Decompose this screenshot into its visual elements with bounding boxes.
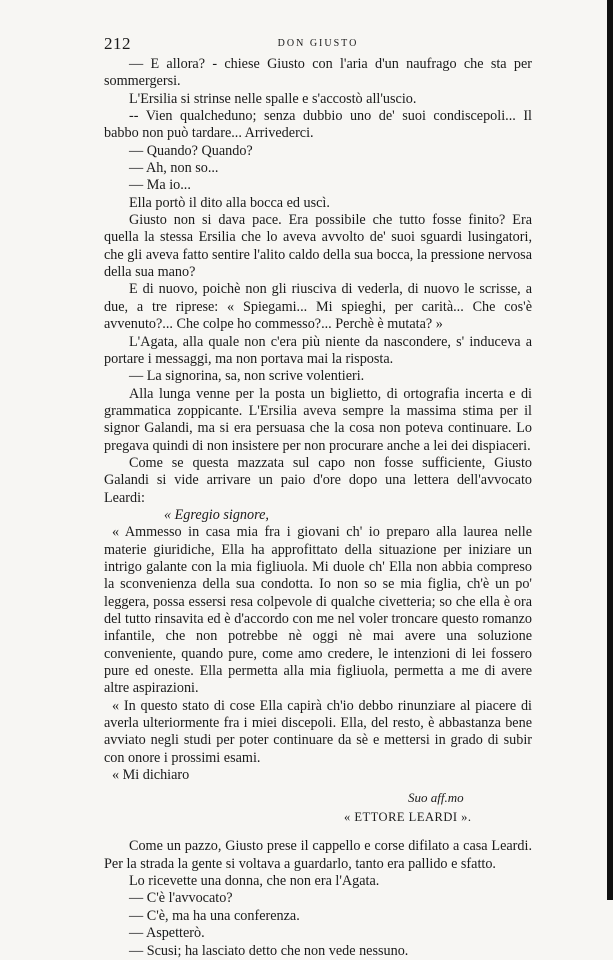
dialogue-line: — Quando? Quando? xyxy=(129,142,253,159)
paragraph-19: Lo ricevette una donna, che non era l'Agata. xyxy=(129,873,380,890)
dialogue-line: — Scusi; ha lasciato detto che non vede nessuno. xyxy=(129,942,409,959)
dialogue-line: — La signorina, sa, non scrive volentieri. xyxy=(129,368,365,385)
paragraph-18: Come un pazzo, Giusto prese il cappello e corse difilato a casa Leardi. Per la strada la gente si voltava a guardarlo, tanto era pallido e sfatto. xyxy=(104,838,532,872)
letter-signature xyxy=(104,784,532,828)
running-head xyxy=(104,34,532,54)
paragraph-2: L'Ersilia si strinse nelle spalle e s'accostò all'uscio. xyxy=(129,90,417,107)
dialogue-line: — C'è, ma ha una conferenza. xyxy=(129,907,300,924)
body-text xyxy=(104,56,532,960)
paragraph-10: L'Agata, alla quale non c'era più niente da nascondere, s' induceva a portare i messaggi, ma non portava mai la risposta. xyxy=(104,333,532,367)
paragraph-1: — E allora? - chiese Giusto con l'aria d'un naufrago che sta per sommergersi. xyxy=(104,56,532,90)
page-number: 212 xyxy=(104,34,131,53)
book-title: DON GIUSTO xyxy=(277,38,359,49)
page-edge-shadow xyxy=(607,0,613,900)
letter-closing-line: « Mi dichiaro xyxy=(112,767,190,784)
dialogue-line: — Ah, non so... xyxy=(129,160,219,177)
paragraph-12: Alla lunga venne per la posta un biglietto, di ortografia incerta e di grammatica zoppicante. L'Ersilia aveva sempre la massima stima per il signor Galandi, ma si era persuasa che la cosa non poteva continuare. Lo pregava quindi di non insistere per non procurare anche a lei dei dispiaceri. xyxy=(104,385,532,454)
letter-paragraph-1: « Ammesso in casa mia fra i giovani ch' io preparo alla laurea nelle materie giuridiche, Ella ha approfittato della situazione per iniziare un intrigo galante con la mia figliuola. Mi duole ch' Ella non abbia compreso la sconvenienza della sua condotta. Io non so se mia figlia, ch'è un po' leggera, possa essersi resa colpevole di qualche civetteria; so che ella è ora del tutto rinsavita ed è d'accordo con me nel voler troncare questo romanzo infantile, che non potrebbe nè oggi nè mai avere una soluzione conveniente, quando pure, come amo credere, le intenzioni di lei fossero pure ed oneste. Ella permetta alla mia figliuola, permetta a me di avere altre aspirazioni. xyxy=(104,524,532,697)
paragraph-13: Come se questa mazzata sul capo non fosse sufficiente, Giusto Galandi si vide arrivare un paio d'ore dopo una lettera dell'avvocato Leardi: xyxy=(104,454,532,506)
dialogue-line: — C'è l'avvocato? xyxy=(129,890,233,907)
signature-name: « ETTORE LEARDI ». xyxy=(344,810,472,825)
dialogue-line: — Aspetterò. xyxy=(129,925,205,942)
signature-closing: Suo aff.mo xyxy=(408,790,464,806)
paragraph-3: -- Vien qualcheduno; senza dubbio uno de' suoi condiscepoli... Il babbo non può tardare... Arrivederci. xyxy=(104,108,532,142)
paragraph-7: Ella portò il dito alla bocca ed uscì. xyxy=(129,194,330,211)
dialogue-line: — Ma io... xyxy=(129,177,191,194)
letter-salutation: « Egregio signore, xyxy=(164,506,269,523)
paragraph-9: E di nuovo, poichè non gli riusciva di vederla, di nuovo le scrisse, a due, a tre riprese: « Spiegami... Mi spieghi, per carità... Che cos'è avvenuto?... Che colpe ho commesso?... Perchè è mutata? » xyxy=(104,281,532,333)
letter-paragraph-2: « In questo stato di cose Ella capirà ch'io debbo rinunziare al piacere di averla ulteriormente fra i miei discepoli. Ella, del resto, è abbastanza bene avviato negli studi per poter continuare da sè e mettersi in grado di subir con onore i prossimi esami. xyxy=(104,697,532,766)
paragraph-8: Giusto non si dava pace. Era possibile che tutto fosse finito? Era quella la stessa Ersilia che lo aveva avvolto de' suoi sguardi lusingatori, che gli aveva fatto sentire l'alito caldo della sua bocca, la pressione nervosa della sua mano? xyxy=(104,212,532,281)
